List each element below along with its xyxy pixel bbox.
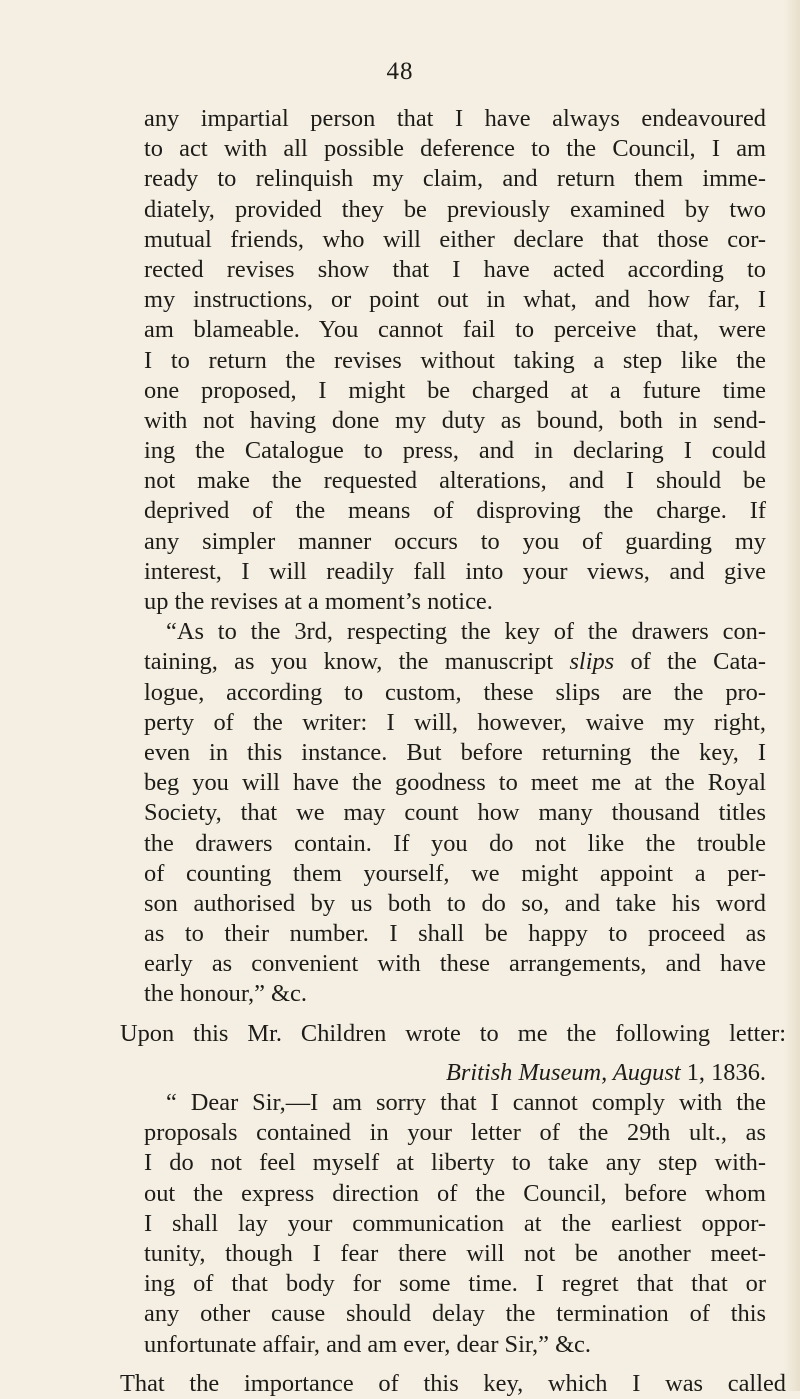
text-line: ing the Catalogue to press, and in declaring I could [144,437,766,465]
letter-paragraph-2 [144,617,766,1009]
text-line: my instructions, or point out in what, and how far, I [144,286,766,314]
text-line: any simpler manner occurs to you of guarding my [144,527,766,555]
dateline-date: 1, 1836. [680,1058,766,1086]
text-line: ing of that body for some time. I regret that that or [144,1270,766,1298]
text-line: up the revises at a moment’s notice. [144,588,493,615]
narrative-paragraph-1 [120,1019,786,1049]
text-fragment: taining, as you know, the manuscript [144,648,570,676]
italic-word: slips [569,648,615,676]
text-line: unfortunate affair, and am ever, dear Sir,” &c. [144,1330,591,1358]
text-line: proposals contained in your letter of the 29th ult., as [144,1119,766,1147]
text-line: out the express direction of the Council, before whom [144,1179,766,1207]
text-line: perty of the writer: I will, however, waive my right, [144,708,766,736]
text-line: any other cause should delay the termination of this [144,1300,766,1328]
text-line: even in this instance. But before returning the key, I [144,738,766,766]
text-line: as to their number. I shall be happy to proceed as [144,920,766,948]
text-line: That the importance of this key, which I was called [120,1369,786,1397]
text-line: interest, I will readily fall into your views, and give [144,557,766,585]
text-line: diately, provided they be previously examined by two [144,195,766,223]
page-edge [784,0,800,1391]
text-line: not make the requested alterations, and I should be [144,467,766,495]
text-line [144,647,766,677]
narrative-paragraph-2 [120,1369,786,1399]
text-line: early as convenient with these arrangements, and have [144,950,766,978]
page-number: 48 [386,58,414,85]
text-line: the drawers contain. If you do not like the trouble [144,829,766,857]
text-line: beg you will have the goodness to meet me at the Royal [144,769,766,797]
text-line: “As to the 3rd, respecting the key of the drawers con- [166,618,766,646]
letter-paragraph-3 [144,1088,766,1360]
text-line: Upon this Mr. Children wrote to me the following letter: [120,1019,786,1047]
text-line: I shall lay your communication at the earliest oppor- [144,1209,766,1237]
text-line: to act with all possible deference to the Council, I am [144,135,766,163]
dateline [144,1058,766,1088]
text-line: Society, that we may count how many thousand titles [144,799,766,827]
text-line: I to return the revises without taking a step like the [144,346,766,374]
text-line: any impartial person that I have always endeavoured [144,105,766,132]
body-text [120,104,786,1399]
text-line: one proposed, I might be charged at a future time [144,376,766,404]
text-line: mutual friends, who will either declare that those cor- [144,225,766,253]
text-line: son authorised by us both to do so, and take his word [144,889,766,917]
text-line: with not having done my duty as bound, both in send- [144,406,766,434]
text-fragment: of the Cata- [614,648,767,676]
letter-paragraph-1 [144,104,766,617]
text-line: ready to relinquish my claim, and return them imme- [144,165,766,193]
text-line: rected revises show that I have acted according to [144,255,766,283]
text-line: “ Dear Sir,—I am sorry that I cannot comply with the [166,1089,766,1116]
text-line: the honour,” &c. [144,980,307,1008]
text-line: of counting them yourself, we might appoint a per- [144,859,766,887]
text-line [144,1058,766,1088]
text-line: am blameable. You cannot fail to perceive that, were [144,316,766,344]
dateline-place: British Museum, August [445,1058,681,1086]
text-line: I do not feel myself at liberty to take any step with- [144,1149,766,1177]
text-line: deprived of the means of disproving the charge. If [144,497,766,525]
text-line: logue, according to custom, these slips are the pro- [144,678,766,706]
text-line: tunity, though I fear there will not be another meet- [144,1239,766,1267]
